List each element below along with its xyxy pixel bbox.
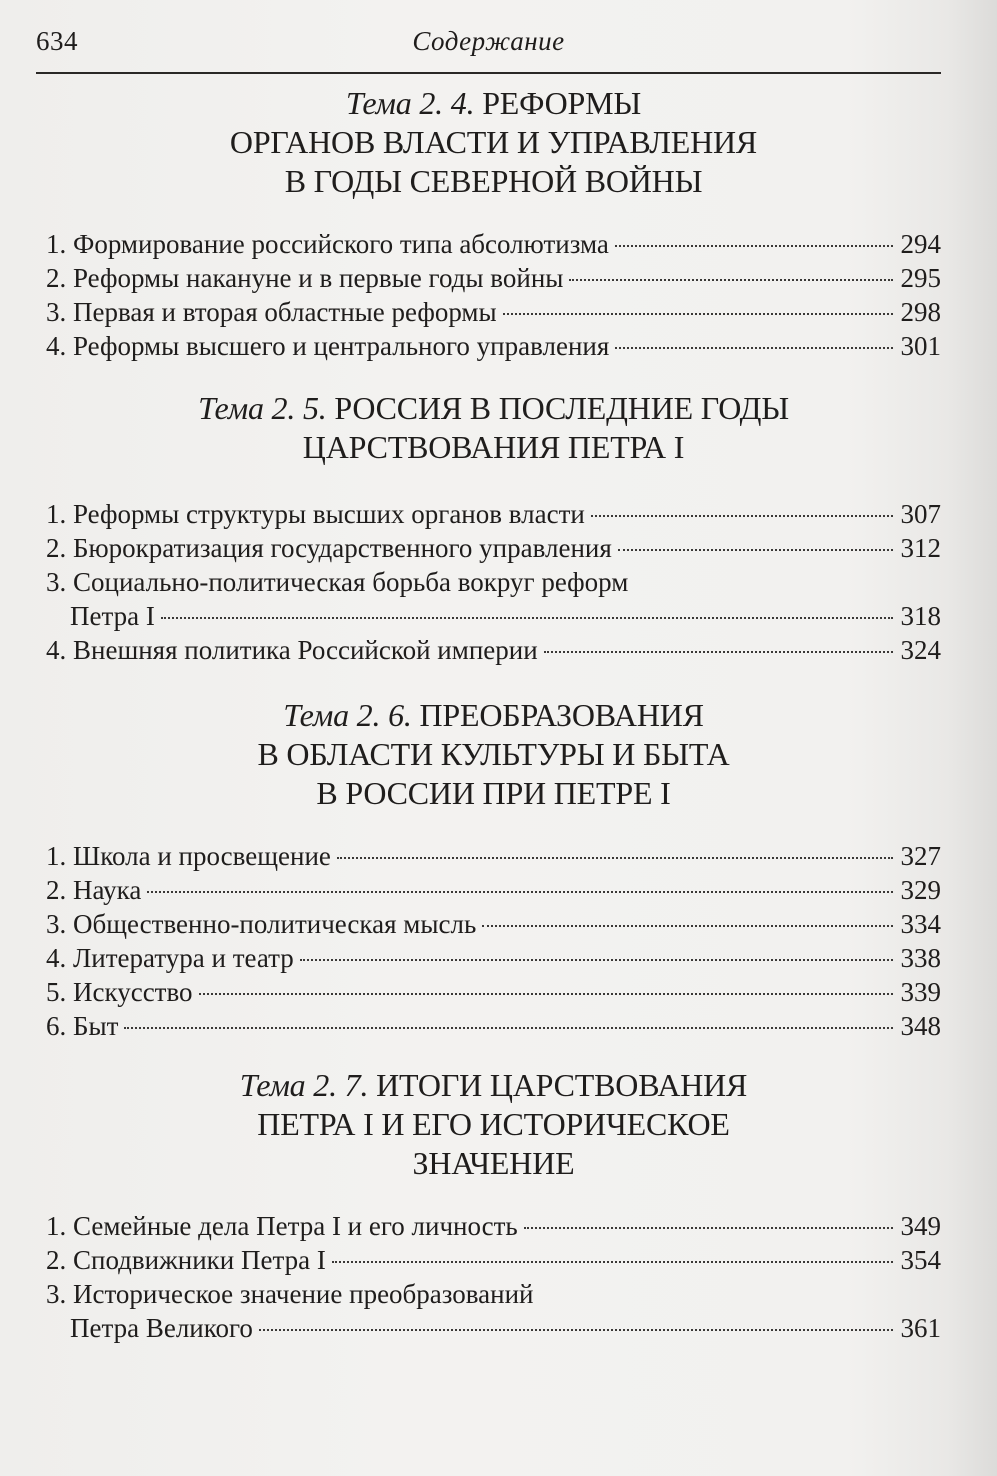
toc-section-2-5 bbox=[46, 389, 941, 667]
dot-leader bbox=[161, 617, 893, 619]
heading-line: ОРГАНОВ ВЛАСТИ И УПРАВЛЕНИЯ bbox=[229, 124, 758, 160]
toc-entry[interactable] bbox=[46, 975, 941, 1009]
toc-section-2-6 bbox=[46, 696, 941, 1043]
dot-leader bbox=[300, 959, 893, 961]
page-number: 634 bbox=[36, 26, 78, 56]
toc-entry[interactable] bbox=[46, 1243, 941, 1277]
entry-page: 361 bbox=[900, 1313, 941, 1343]
toc-entry-multiline[interactable] bbox=[46, 565, 941, 633]
dot-leader bbox=[337, 857, 893, 859]
dot-leader bbox=[615, 245, 893, 247]
entry-label: 3. Общественно-политическая мысль bbox=[46, 909, 477, 939]
entry-page: 327 bbox=[900, 841, 941, 871]
entry-page: 312 bbox=[900, 533, 941, 563]
entry-label: 5. Искусство bbox=[46, 977, 193, 1007]
entry-page: 307 bbox=[900, 499, 941, 529]
entry-label: 4. Внешняя политика Российской империи bbox=[46, 635, 538, 665]
toc-entries bbox=[46, 1209, 941, 1345]
entry-page: 338 bbox=[900, 943, 941, 973]
entry-label: 2. Реформы накануне и в первые годы войны bbox=[46, 263, 564, 293]
running-title: Содержание bbox=[412, 26, 565, 56]
entry-label: 1. Реформы структуры высших органов власти bbox=[46, 499, 585, 529]
topic-prefix: Тема 2. 7. bbox=[239, 1067, 369, 1103]
entry-label-continuation: Петра I bbox=[70, 601, 155, 631]
entry-page: 329 bbox=[900, 875, 941, 905]
heading-line bbox=[46, 1066, 941, 1105]
toc-entry[interactable] bbox=[46, 1209, 941, 1243]
entry-label: 6. Быт bbox=[46, 1011, 119, 1041]
dot-leader bbox=[199, 993, 893, 995]
heading-text: РЕФОРМЫ bbox=[482, 85, 642, 121]
dot-leader bbox=[524, 1227, 893, 1229]
entry-label-continuation: Петра Великого bbox=[70, 1313, 253, 1343]
toc-entry-multiline[interactable] bbox=[46, 1277, 941, 1345]
section-heading bbox=[46, 84, 941, 201]
entry-page: 318 bbox=[900, 601, 941, 631]
toc-entry[interactable] bbox=[46, 907, 941, 941]
heading-line: ЦАРСТВОВАНИЯ ПЕТРА I bbox=[302, 429, 685, 465]
entry-page: 298 bbox=[900, 297, 941, 327]
heading-line: ПЕТРА I И ЕГО ИСТОРИЧЕСКОЕ bbox=[257, 1106, 730, 1142]
toc-entries bbox=[46, 227, 941, 363]
topic-prefix: Тема 2. 6. bbox=[283, 697, 412, 733]
running-head bbox=[36, 22, 941, 68]
dot-leader bbox=[569, 279, 892, 281]
section-heading bbox=[46, 696, 941, 813]
dot-leader bbox=[544, 651, 893, 653]
heading-text: РОССИЯ В ПОСЛЕДНИЕ ГОДЫ bbox=[334, 390, 789, 426]
toc-entry[interactable] bbox=[46, 497, 941, 531]
toc-section-2-4 bbox=[46, 84, 941, 363]
dot-leader bbox=[147, 891, 892, 893]
heading-line: ЗНАЧЕНИЕ bbox=[412, 1145, 575, 1181]
dot-leader bbox=[259, 1329, 893, 1331]
toc-entry[interactable] bbox=[46, 227, 941, 261]
entry-page: 339 bbox=[900, 977, 941, 1007]
heading-line: В РОССИИ ПРИ ПЕТРЕ I bbox=[316, 775, 671, 811]
dot-leader bbox=[482, 925, 892, 927]
dot-leader bbox=[332, 1261, 893, 1263]
entry-label: 4. Реформы высшего и центрального управления bbox=[46, 331, 610, 361]
dot-leader bbox=[591, 515, 893, 517]
toc-entry[interactable] bbox=[46, 941, 941, 975]
heading-line: В ОБЛАСТИ КУЛЬТУРЫ И БЫТА bbox=[257, 736, 730, 772]
toc-entries bbox=[46, 497, 941, 667]
toc-section-2-7 bbox=[46, 1066, 941, 1345]
dot-leader bbox=[615, 347, 892, 349]
heading-line: В ГОДЫ СЕВЕРНОЙ ВОЙНЫ bbox=[284, 163, 703, 199]
heading-text: ИТОГИ ЦАРСТВОВАНИЯ bbox=[376, 1067, 748, 1103]
entry-label: 2. Бюрократизация государственного управления bbox=[46, 533, 612, 563]
entry-label: 2. Наука bbox=[46, 875, 142, 905]
entry-label: 1. Формирование российского типа абсолютизма bbox=[46, 229, 609, 259]
section-heading bbox=[46, 389, 941, 467]
entry-page: 295 bbox=[900, 263, 941, 293]
entry-label: 3. Историческое значение преобразований bbox=[46, 1279, 534, 1309]
entry-label: 1. Школа и просвещение bbox=[46, 841, 331, 871]
heading-line bbox=[46, 84, 941, 123]
entry-page: 301 bbox=[900, 331, 941, 361]
heading-line bbox=[46, 696, 941, 735]
toc-entry[interactable] bbox=[46, 531, 941, 565]
entry-label: 4. Литература и театр bbox=[46, 943, 294, 973]
dot-leader bbox=[124, 1027, 892, 1029]
entry-page: 354 bbox=[900, 1245, 941, 1275]
dot-leader bbox=[503, 313, 893, 315]
entry-label: 1. Семейные дела Петра I и его личность bbox=[46, 1211, 518, 1241]
header-rule bbox=[36, 72, 941, 74]
entry-label: 3. Первая и вторая областные реформы bbox=[46, 297, 497, 327]
heading-text: ПРЕОБРАЗОВАНИЯ bbox=[419, 697, 704, 733]
topic-prefix: Тема 2. 5. bbox=[198, 390, 327, 426]
dot-leader bbox=[618, 549, 893, 551]
entry-page: 294 bbox=[900, 229, 941, 259]
entry-page: 348 bbox=[900, 1011, 941, 1041]
entry-page: 334 bbox=[900, 909, 941, 939]
toc-entry[interactable] bbox=[46, 839, 941, 873]
toc-entries bbox=[46, 839, 941, 1043]
entry-label: 3. Социально-политическая борьба вокруг реформ bbox=[46, 567, 629, 597]
entry-label: 2. Сподвижники Петра I bbox=[46, 1245, 326, 1275]
toc-entry[interactable] bbox=[46, 1009, 941, 1043]
toc-entry[interactable] bbox=[46, 261, 941, 295]
toc-entry[interactable] bbox=[46, 295, 941, 329]
toc-entry[interactable] bbox=[46, 329, 941, 363]
entry-page: 349 bbox=[900, 1211, 941, 1241]
topic-prefix: Тема 2. 4. bbox=[345, 85, 475, 121]
toc-entry[interactable] bbox=[46, 873, 941, 907]
heading-line bbox=[46, 389, 941, 428]
section-heading bbox=[46, 1066, 941, 1183]
toc-entry[interactable] bbox=[46, 633, 941, 667]
entry-page: 324 bbox=[900, 635, 941, 665]
